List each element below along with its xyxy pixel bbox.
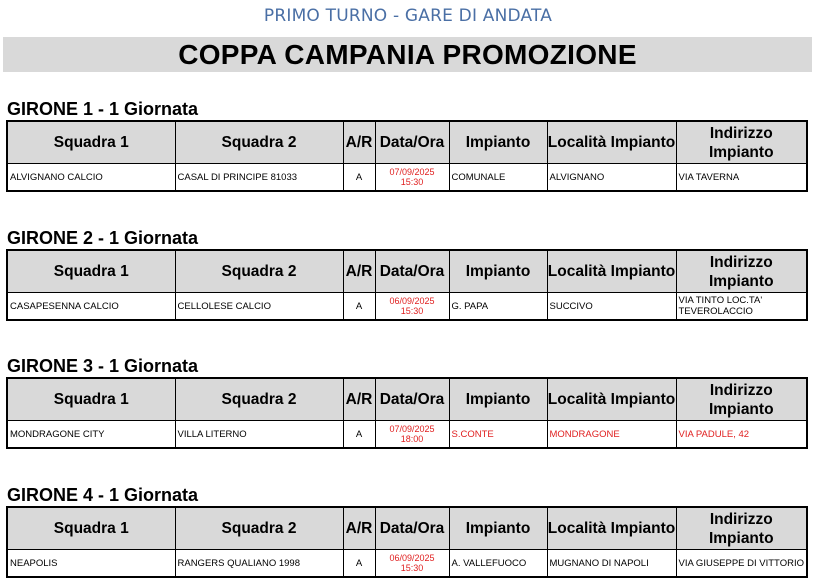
col-header-impianto: Impianto: [449, 507, 547, 550]
col-header-indirizzo: Indirizzo Impianto: [676, 121, 807, 164]
impianto-cell: G. PAPA: [449, 293, 547, 321]
col-header-ar: A/R: [343, 507, 375, 550]
impianto-cell: A. VALLEFUOCO: [449, 550, 547, 578]
col-header-localita: Località Impianto: [547, 121, 676, 164]
squadra2-cell: CELLOLESE CALCIO: [175, 293, 343, 321]
girone-title: GIRONE 1 - 1 Giornata: [7, 99, 199, 119]
table-row: [7, 550, 807, 578]
col-header-impianto: Impianto: [449, 121, 547, 164]
date-time-cell: [375, 421, 449, 449]
header-row: [7, 250, 807, 293]
match-date: 06/09/2025: [389, 296, 435, 306]
ar-cell: A: [343, 293, 375, 321]
ar-cell: A: [343, 164, 375, 192]
localita-cell: MONDRAGONE: [547, 421, 676, 449]
match-time: 15:30: [400, 306, 424, 316]
squadra2-cell: RANGERS QUALIANO 1998: [175, 550, 343, 578]
fixtures-table: [6, 120, 808, 192]
indirizzo-cell: VIA TAVERNA: [676, 164, 807, 192]
col-header-indirizzo: Indirizzo Impianto: [676, 250, 807, 293]
col-header-data-ora: Data/Ora: [375, 378, 449, 421]
col-header-squadra1: Squadra 1: [7, 121, 175, 164]
fixtures-table: [6, 249, 808, 321]
table-row: [7, 421, 807, 449]
ar-cell: A: [343, 550, 375, 578]
col-header-impianto: Impianto: [449, 378, 547, 421]
indirizzo-cell: VIA TINTO LOC.TA' TEVEROLACCIO: [676, 293, 807, 321]
match-time: 18:00: [400, 434, 424, 444]
document-subtitle: PRIMO TURNO - GARE DI ANDATA: [263, 6, 553, 26]
col-header-squadra2: Squadra 2: [175, 121, 343, 164]
col-header-squadra2: Squadra 2: [175, 250, 343, 293]
table-row: [7, 293, 807, 321]
date-time-cell: [375, 550, 449, 578]
girone-3-section: [6, 356, 808, 449]
col-header-ar: A/R: [343, 121, 375, 164]
match-date: 07/09/2025: [389, 424, 435, 434]
girone-1-section: [6, 99, 808, 192]
col-header-localita: Località Impianto: [547, 507, 676, 550]
document-title: COPPA CAMPANIA PROMOZIONE: [3, 37, 812, 72]
fixtures-table: [6, 506, 808, 578]
col-header-squadra2: Squadra 2: [175, 507, 343, 550]
match-date: 06/09/2025: [389, 553, 435, 563]
col-header-data-ora: Data/Ora: [375, 250, 449, 293]
impianto-cell: COMUNALE: [449, 164, 547, 192]
col-header-squadra1: Squadra 1: [7, 250, 175, 293]
col-header-data-ora: Data/Ora: [375, 121, 449, 164]
col-header-squadra2: Squadra 2: [175, 378, 343, 421]
header-row: [7, 121, 807, 164]
match-date: 07/09/2025: [389, 167, 435, 177]
girone-4-section: [6, 485, 808, 578]
indirizzo-cell: VIA PADULE, 42: [676, 421, 807, 449]
col-header-localita: Località Impianto: [547, 250, 676, 293]
col-header-squadra1: Squadra 1: [7, 378, 175, 421]
squadra1-cell: MONDRAGONE CITY: [7, 421, 175, 449]
ar-cell: A: [343, 421, 375, 449]
col-header-ar: A/R: [343, 250, 375, 293]
col-header-indirizzo: Indirizzo Impianto: [676, 507, 807, 550]
impianto-cell: S.CONTE: [449, 421, 547, 449]
match-time: 15:30: [400, 563, 424, 573]
squadra2-cell: VILLA LITERNO: [175, 421, 343, 449]
squadra1-cell: NEAPOLIS: [7, 550, 175, 578]
col-header-localita: Località Impianto: [547, 378, 676, 421]
squadra1-cell: ALVIGNANO CALCIO: [7, 164, 175, 192]
date-time-cell: [375, 164, 449, 192]
table-row: [7, 164, 807, 192]
col-header-impianto: Impianto: [449, 250, 547, 293]
girone-2-section: [6, 228, 808, 321]
col-header-squadra1: Squadra 1: [7, 507, 175, 550]
fixtures-table: [6, 377, 808, 449]
girone-title: GIRONE 4 - 1 Giornata: [7, 485, 199, 505]
indirizzo-cell: VIA GIUSEPPE DI VITTORIO: [676, 550, 807, 578]
header-row: [7, 378, 807, 421]
col-header-ar: A/R: [343, 378, 375, 421]
localita-cell: SUCCIVO: [547, 293, 676, 321]
squadra2-cell: CASAL DI PRINCIPE 81033: [175, 164, 343, 192]
girone-title: GIRONE 3 - 1 Giornata: [7, 356, 199, 376]
col-header-indirizzo: Indirizzo Impianto: [676, 378, 807, 421]
date-time-cell: [375, 293, 449, 321]
girone-title: GIRONE 2 - 1 Giornata: [7, 228, 199, 248]
col-header-data-ora: Data/Ora: [375, 507, 449, 550]
match-time: 15:30: [400, 177, 424, 187]
header-row: [7, 507, 807, 550]
squadra1-cell: CASAPESENNA CALCIO: [7, 293, 175, 321]
localita-cell: ALVIGNANO: [547, 164, 676, 192]
localita-cell: MUGNANO DI NAPOLI: [547, 550, 676, 578]
